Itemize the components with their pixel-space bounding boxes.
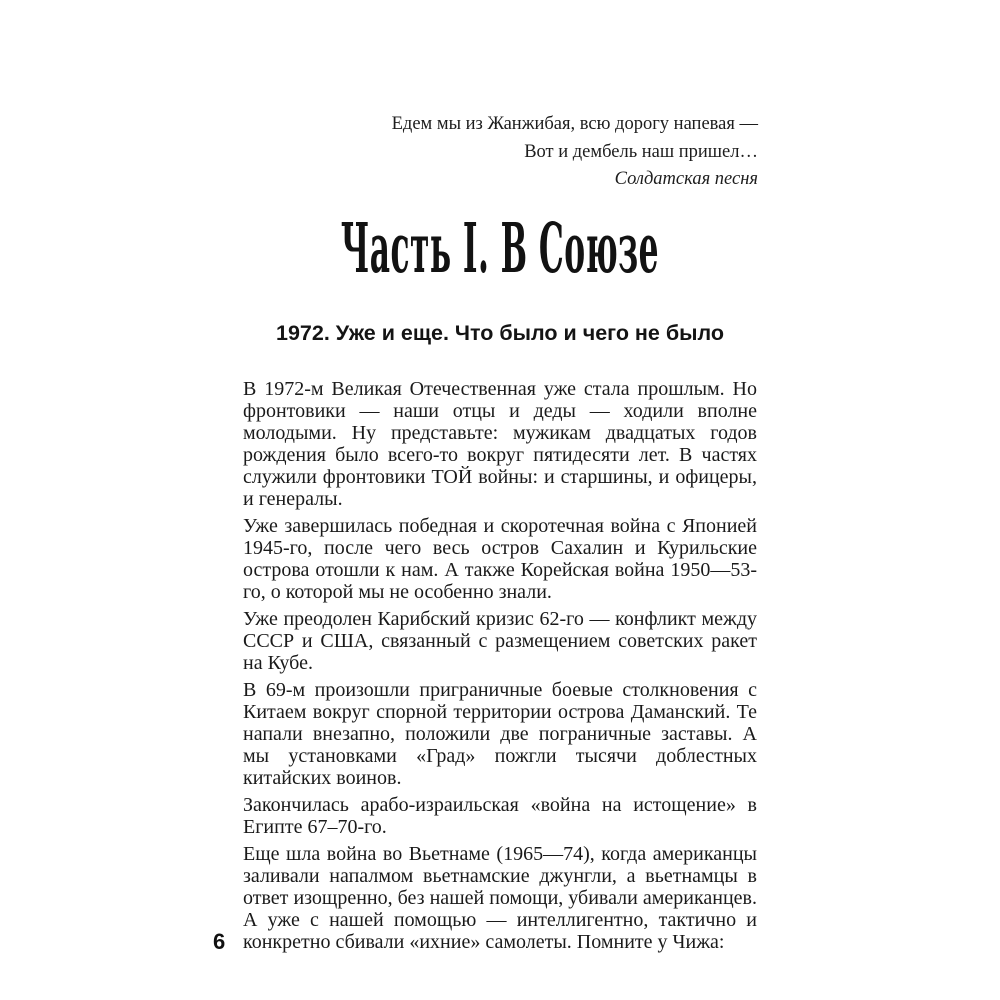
paragraph-6: Еще шла война во Вьетнаме (1965—74), когда американцы заливали напалмом вьетнамские джунгли, а вьетнамцы в ответ изощренно, без нашей помощи, убивали американцев. А уже с нашей помощью — интеллигентно, тактично и конкретно сбивали «ихние» самолеты. Помните у Чижа: [243, 843, 757, 953]
paragraph-1: В 1972-м Великая Отечественная уже стала прошлым. Но фронтовики — наши отцы и деды — ходили вполне молодыми. Ну представьте: мужикам двадцатых годов рождения было всего-то вокруг пятидесяти лет. В частях служили фронтовики ТОЙ войны: и старшины, и офицеры, и генералы. [243, 378, 757, 510]
epigraph [243, 111, 758, 194]
epigraph-line-1: Едем мы из Жанжибая, всю дорогу напевая — [391, 114, 758, 134]
part-title [0, 209, 1000, 289]
part-title-text: Часть I. В Союзе [340, 209, 660, 289]
paragraph-5: Закончилась арабо-израильская «война на истощение» в Египте 67–70-го. [243, 794, 757, 838]
paragraph-2: Уже завершилась победная и скоротечная война с Японией 1945-го, после чего весь остров Сахалин и Курильские острова отошли к нам. А также Корейская война 1950—53-го, о которой мы не особенно знали. [243, 515, 757, 603]
chapter-title: 1972. Уже и еще. Что было и чего не было [275, 321, 724, 345]
paragraph-4: В 69-м произошли приграничные боевые столкновения с Китаем вокруг спорной территории острова Даманский. Те напали внезапно, положили две пограничные заставы. А мы установками «Град» пожгли тысячи доблестных китайских воинов. [243, 679, 757, 789]
body-text [243, 378, 757, 953]
page-number: 6 [213, 929, 226, 954]
epigraph-attribution: Солдатская песня [614, 169, 758, 189]
epigraph-line-2: Вот и дембель наш пришел… [524, 141, 758, 162]
paragraph-3: Уже преодолен Карибский кризис 62-го — конфликт между СССР и США, связанный с размещением советских ракет на Кубе. [243, 608, 757, 674]
